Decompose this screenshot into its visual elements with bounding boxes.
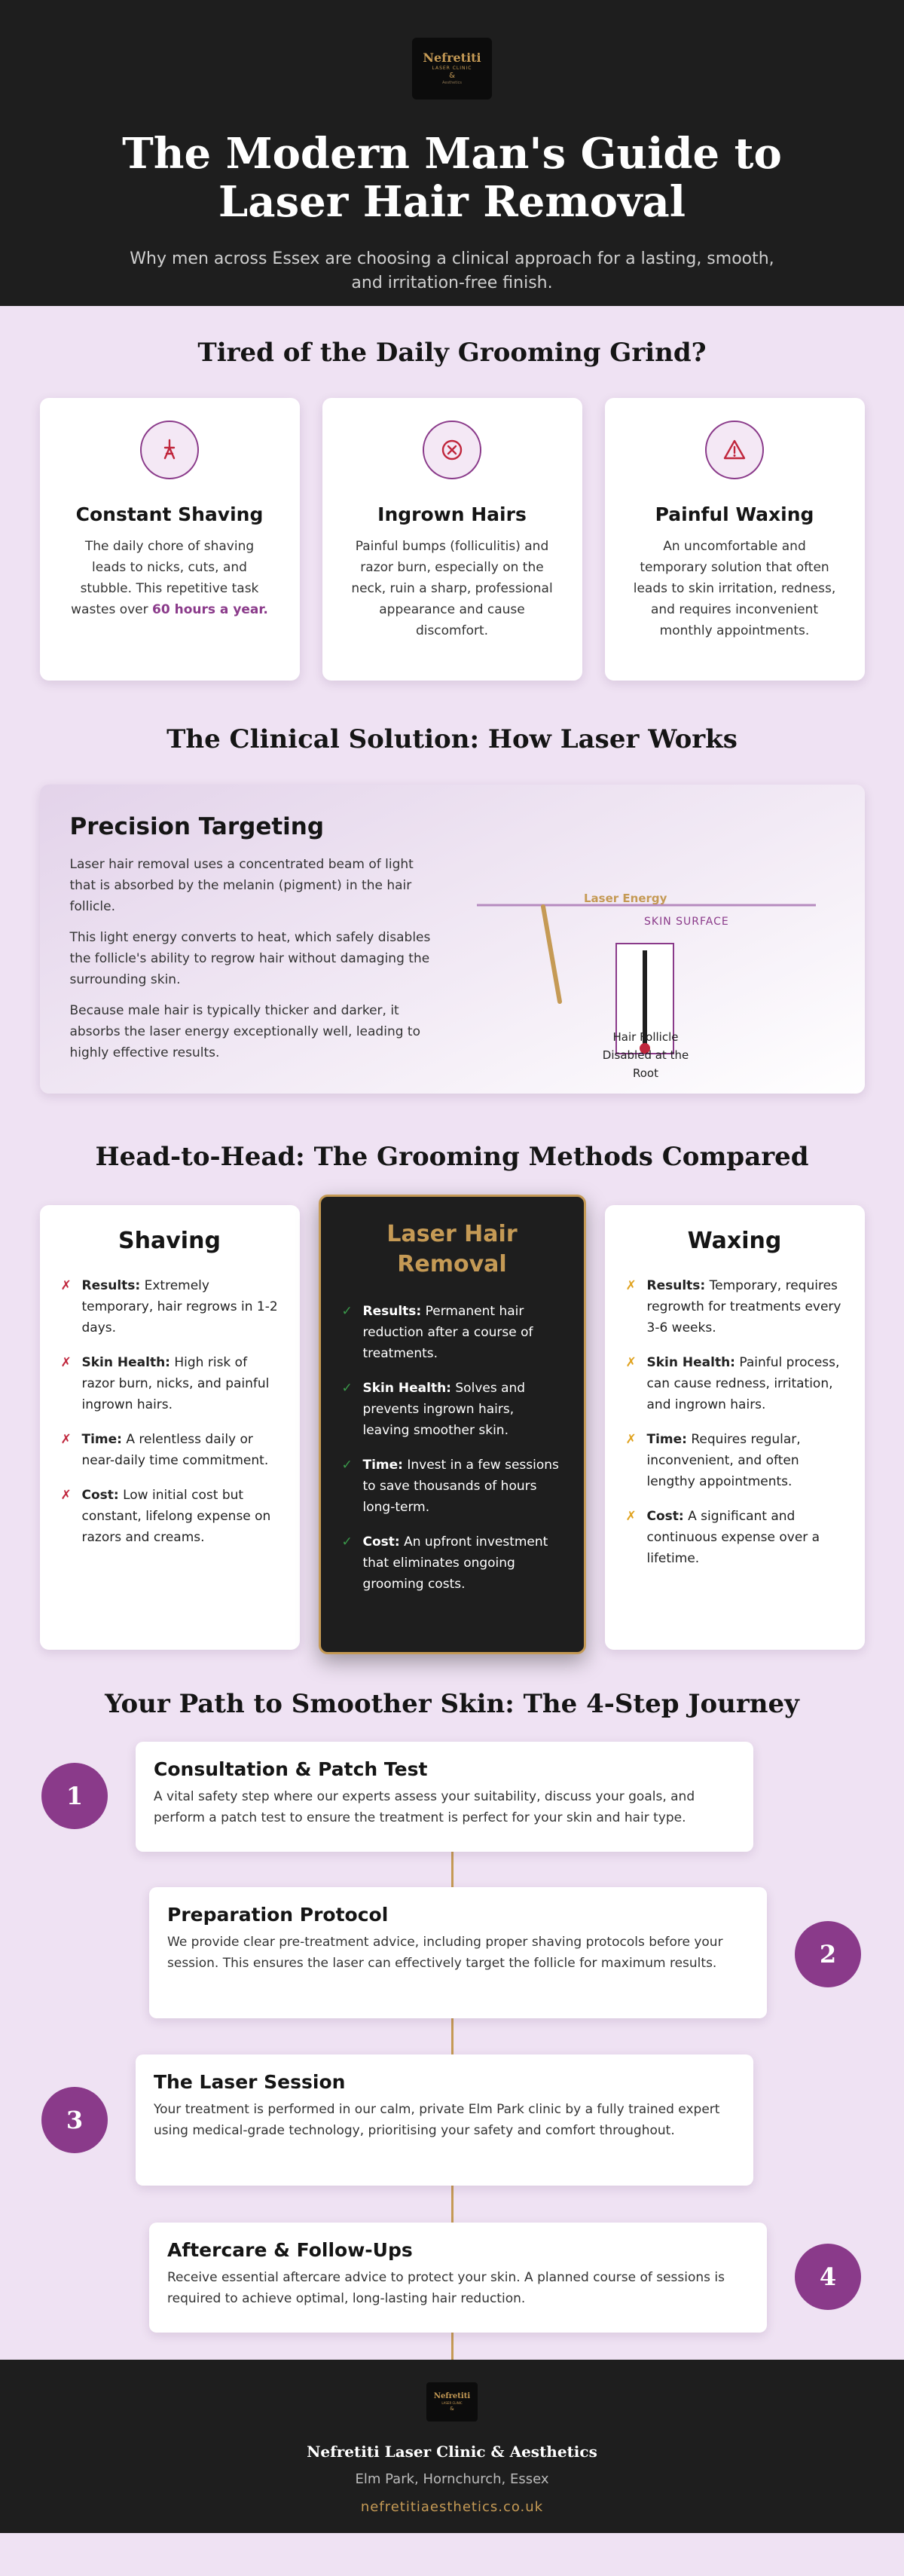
laser-beam — [543, 907, 560, 1002]
journey-section — [0, 1654, 904, 2360]
problem-card-title: Constant Shaving — [75, 503, 264, 525]
step-number-4: 4 — [795, 2244, 861, 2310]
problems-section — [0, 306, 904, 681]
problem-card-waxing — [605, 398, 865, 681]
cross-icon: ✗ — [625, 1278, 637, 1293]
compare-item-label: Skin Health: — [646, 1355, 735, 1370]
problem-card-highlight: 60 hours a year. — [152, 602, 268, 617]
compare-item-label: Results: — [362, 1304, 422, 1319]
compare-column-laser — [319, 1195, 586, 1654]
compare-item-label: Time: — [81, 1432, 122, 1447]
compare-column-title: Waxing — [687, 1228, 782, 1254]
compare-item — [342, 1378, 563, 1441]
precision-card — [40, 785, 865, 1094]
footer-address: Elm Park, Hornchurch, Essex — [355, 2471, 549, 2487]
circle-x-icon — [423, 421, 481, 479]
compare-item-label: Time: — [362, 1458, 403, 1473]
problem-card-text: An uncomfortable and temporary solution that often leads to skin irritation, redness, and requires inconvenient monthly appointments. — [633, 539, 836, 638]
logo-line-2: LASER CLINIC — [432, 66, 472, 71]
compare-item — [626, 1275, 844, 1338]
compare-item — [61, 1485, 279, 1548]
compare-item — [61, 1429, 279, 1471]
precision-card-title: Precision Targeting — [69, 813, 325, 840]
compare-item — [342, 1301, 563, 1364]
step-card-3 — [136, 2054, 753, 2186]
cross-icon: ✗ — [60, 1355, 72, 1370]
compare-item-text: Low initial cost but constant, lifelong expense on razors and creams. — [81, 1488, 271, 1545]
step-number-1: 1 — [41, 1763, 108, 1829]
step-text: Receive essential aftercare advice to protect your skin. A planned course of sessions is required to achieve optimal, long-lasting hair reduction. — [167, 2270, 725, 2306]
compare-item — [626, 1429, 844, 1492]
compare-column-waxing — [605, 1205, 865, 1650]
check-icon: ✓ — [341, 1458, 353, 1473]
compare-item-label: Time: — [646, 1432, 687, 1447]
footer-clinic-name: Nefretiti Laser Clinic & Aesthetics — [307, 2443, 597, 2461]
cross-icon: ✗ — [60, 1432, 72, 1447]
compare-section — [0, 1094, 904, 1654]
clinic-logo — [412, 38, 492, 99]
compare-item — [61, 1275, 279, 1338]
step-title: Aftercare & Follow-Ups — [167, 2239, 413, 2261]
step-text: A vital safety step where our experts assess your suitability, discuss your goals, and perform a patch test to ensure the treatment is perfect for your skin and hair type. — [154, 1789, 695, 1825]
step-title: The Laser Session — [154, 2071, 346, 2093]
problem-card-text — [68, 536, 271, 620]
footer-website-link[interactable]: nefretitiaesthetics.co.uk — [360, 2499, 544, 2515]
step-title: Consultation & Patch Test — [154, 1758, 428, 1780]
compare-item-text: High risk of razor burn, nicks, and painful ingrown hairs. — [81, 1355, 270, 1412]
step-card-1 — [136, 1742, 753, 1852]
compare-item-label: Cost: — [646, 1509, 684, 1524]
compare-list — [61, 1275, 279, 1548]
laser-energy-label: Laser Energy — [583, 892, 667, 905]
step-number-2: 2 — [795, 1921, 861, 1987]
compare-item-label: Cost: — [81, 1488, 119, 1503]
compare-item-text: Extremely temporary, hair regrows in 1-2 days. — [81, 1278, 278, 1335]
journey-timeline — [0, 1742, 904, 2360]
compare-item-label: Skin Health: — [362, 1381, 451, 1396]
step-text: We provide clear pre-treatment advice, including proper shaving protocols before your session. This ensures the laser can effectively target the follicle for maximum results. — [167, 1935, 723, 1971]
compare-column-shaving — [40, 1205, 300, 1650]
skin-surface-label: SKIN SURFACE — [643, 916, 729, 928]
step-text: Your treatment is performed in our calm, private Elm Park clinic by a fully trained expert using medical-grade technology, prioritising your safety and comfort throughout. — [154, 2102, 720, 2138]
logo-name: Nefretiti — [423, 50, 481, 65]
footer — [0, 2360, 904, 2533]
step-number-3: 3 — [41, 2087, 108, 2153]
compare-item — [626, 1352, 844, 1415]
compare-item — [626, 1506, 844, 1569]
compare-title: Head-to-Head: The Grooming Methods Compared — [95, 1142, 809, 1172]
compare-item-text: A relentless daily or near-daily time commitment. — [81, 1432, 269, 1468]
problem-card-text-body: The daily chore of shaving leads to nicks, cuts, and stubble. This repetitive task wastes over — [71, 539, 259, 617]
check-icon: ✓ — [341, 1304, 353, 1319]
problem-card-title: Ingrown Hairs — [377, 503, 527, 525]
problem-card-title: Painful Waxing — [655, 503, 814, 525]
precision-paragraph: This light energy converts to heat, which safely disables the follicle's ability to regrow hair without damaging the surrounding skin. — [69, 930, 431, 987]
step-card-4 — [149, 2223, 767, 2333]
precision-card-text — [70, 854, 439, 1073]
laser-diagram — [477, 837, 838, 1080]
solution-section — [0, 681, 904, 1094]
compare-item-label: Results: — [81, 1278, 141, 1293]
warning-icon — [705, 421, 764, 479]
compare-item-label: Cost: — [362, 1534, 400, 1550]
compare-item-text: An upfront investment that eliminates ongoing grooming costs. — [362, 1534, 548, 1592]
compare-item-text: Requires regular, inconvenient, and often lengthy appointments. — [646, 1432, 801, 1489]
follicle-label-line-2: Disabled at the — [602, 1048, 689, 1062]
compare-item — [342, 1531, 563, 1595]
problem-card-shaving — [40, 398, 300, 681]
compare-list — [342, 1301, 563, 1595]
cross-icon: ✗ — [60, 1278, 72, 1293]
compare-item-text: Solves and prevents ingrown hairs, leaving smoother skin. — [362, 1381, 526, 1438]
compare-item-text: Painful process, can cause redness, irritation, and ingrown hairs. — [646, 1355, 840, 1412]
cross-icon: ✗ — [625, 1355, 637, 1370]
problem-card-ingrown — [322, 398, 582, 681]
compare-column-title: Laser Hair Removal — [386, 1221, 518, 1277]
check-icon: ✓ — [341, 1534, 353, 1550]
cross-icon: ✗ — [625, 1432, 637, 1447]
follicle-label-line-3: Root — [632, 1066, 658, 1080]
footer-logo-line-2: LASER CLINIC — [441, 2401, 463, 2405]
follicle-label-line-1: Hair Follicle — [612, 1030, 678, 1044]
razor-icon — [140, 421, 199, 479]
journey-title: Your Path to Smoother Skin: The 4-Step Journey — [105, 1689, 799, 1719]
step-card-2 — [149, 1887, 767, 2018]
logo-line-3: & — [449, 72, 455, 80]
logo-line-4: Aesthetics — [442, 81, 462, 85]
page-title: The Modern Man's Guide to Laser Hair Removal — [122, 129, 782, 227]
solution-title: The Clinical Solution: How Laser Works — [166, 724, 738, 754]
step-title: Preparation Protocol — [167, 1904, 389, 1926]
compare-item-label: Skin Health: — [81, 1355, 170, 1370]
compare-item — [342, 1455, 563, 1518]
problem-card-text: Painful bumps (folliculitis) and razor burn, especially on the neck, ruin a sharp, professional appearance and cause discomfort. — [351, 539, 553, 638]
cross-icon: ✗ — [625, 1509, 637, 1524]
compare-item-text: Temporary, requires regrowth for treatments every 3-6 weeks. — [646, 1278, 841, 1335]
footer-logo-line-3: & — [450, 2406, 454, 2412]
header — [0, 0, 904, 306]
compare-list — [626, 1275, 844, 1569]
compare-item — [61, 1352, 279, 1415]
page-subtitle: Why men across Essex are choosing a clinical approach for a lasting, smooth, and irritation-free finish. — [130, 249, 774, 292]
compare-item-text: Invest in a few sessions to save thousands of hours long-term. — [362, 1458, 559, 1515]
footer-logo — [426, 2382, 478, 2422]
cross-icon: ✗ — [60, 1488, 72, 1503]
compare-item-text: A significant and continuous expense over a lifetime. — [646, 1509, 820, 1566]
compare-item-text: Permanent hair reduction after a course of treatments. — [362, 1304, 533, 1361]
footer-logo-name: Nefretiti — [433, 2392, 471, 2400]
check-icon: ✓ — [341, 1381, 353, 1396]
compare-item-label: Results: — [646, 1278, 706, 1293]
precision-paragraph: Laser hair removal uses a concentrated beam of light that is absorbed by the melanin (pigment) in the hair follicle. — [69, 857, 414, 914]
precision-paragraph: Because male hair is typically thicker and darker, it absorbs the laser energy exceptionally well, leading to highly effective results. — [69, 1003, 420, 1060]
compare-column-title: Shaving — [118, 1228, 221, 1254]
problems-title: Tired of the Daily Grooming Grind? — [197, 338, 707, 368]
